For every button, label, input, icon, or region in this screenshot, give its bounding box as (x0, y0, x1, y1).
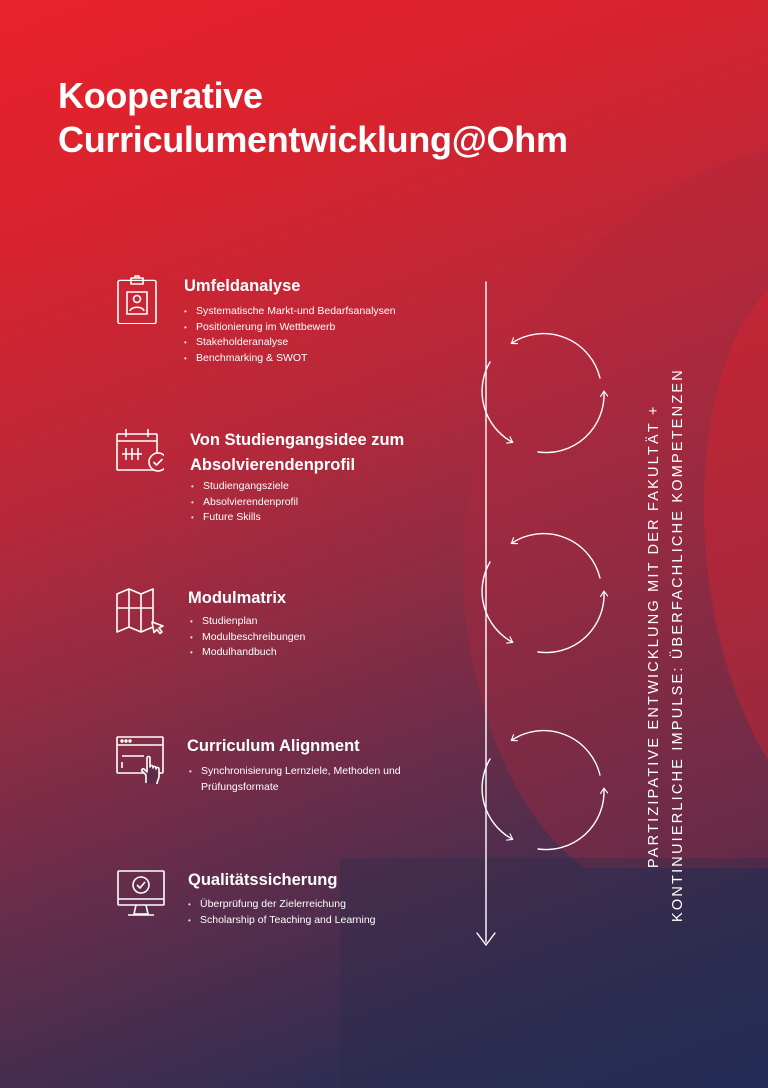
list-item: • Modulhandbuch (188, 645, 438, 661)
list-item: • Synchronisierung Lernziele, Methoden und Prüfungsformate (187, 764, 452, 795)
list-item: • Studienplan (188, 614, 438, 630)
section-heading: Qualitätssicherung (188, 871, 338, 889)
list-item: • Future Skills (189, 510, 449, 526)
list-item: • Studiengangsziele (189, 479, 449, 495)
list-item: • Stakeholderanalyse (182, 335, 442, 351)
list-item: • Benchmarking & SWOT (182, 351, 442, 367)
list-item: • Positionierung im Wettbewerb (182, 320, 442, 336)
side-text-line-2: KONTINUIERLICHE IMPULSE: ÜBERFACHLICHE KOMPETENZEN (670, 368, 686, 922)
cycle-arrows-icon (482, 334, 604, 453)
section-heading: Umfeldanalyse (184, 277, 301, 295)
section-heading: Curriculum Alignment (187, 737, 360, 755)
title-line-2: Curriculumentwicklung@Ohm (58, 119, 568, 160)
list-item: • Überprüfung der Zielerreichung (186, 897, 446, 913)
cycle-arrows-icon (482, 731, 604, 850)
list-item: • Systematische Markt-und Bedarfsanalysen (182, 304, 442, 320)
title-line-1: Kooperative (58, 75, 263, 116)
list-item: • Scholarship of Teaching and Learning (186, 913, 446, 929)
section-heading: Von Studiengangsidee zum Absolvierendenprofil (190, 431, 405, 474)
list-item: • Modulbeschreibungen (188, 630, 438, 646)
section-heading: Modulmatrix (188, 589, 287, 607)
cycle-arrows-icon (482, 534, 604, 653)
list-item: • Absolvierendenprofil (189, 495, 449, 511)
side-text-line-1: PARTIZIPATIVE ENTWICKLUNG MIT DER FAKULTÄT + (646, 404, 662, 868)
